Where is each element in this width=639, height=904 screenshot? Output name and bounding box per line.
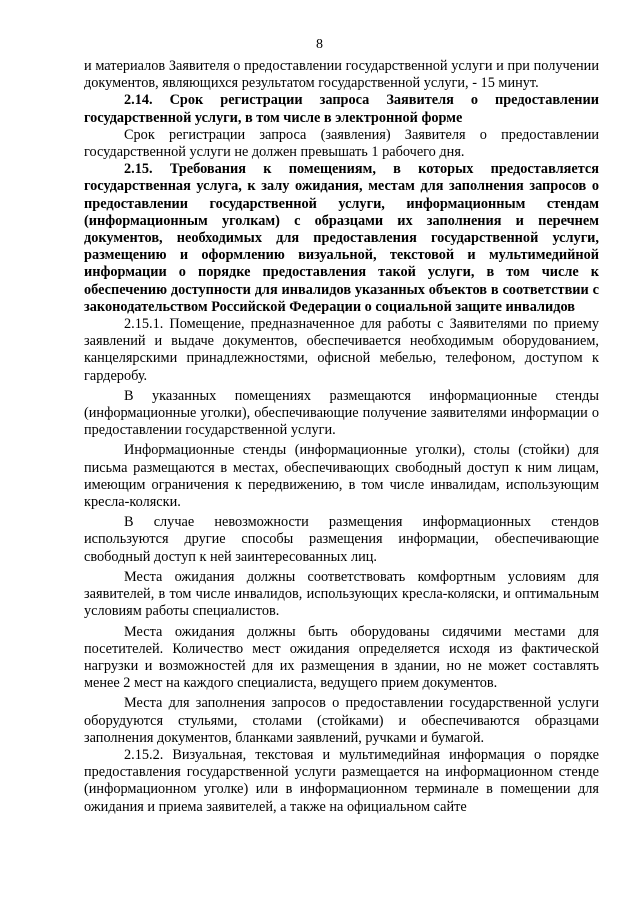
paragraph-registration-term: Срок регистрации запроса (заявления) Заявителя о предоставлении государственной услуги не должен превышать 1 рабочего дня.: [84, 126, 599, 161]
page-number: 8: [316, 37, 323, 52]
paragraph-alternative-placement: В случае невозможности размещения информационных стендов используются другие способы размещения информации, обеспечивающие свободный доступ к ней заинтересованных лиц.: [84, 514, 599, 565]
paragraph-2-15-2: 2.15.2. Визуальная, текстовая и мультимедийная информация о порядке предоставления государственной услуги размещается на информационном стенде (информационном уголке) или в информационном терминале в помещении для ожидания и приема заявителей, а также на официальном сайте: [84, 746, 599, 815]
paragraph-stands-placement: Информационные стенды (информационные уголки), столы (стойки) для письма размещаются в местах, обеспечивающих свободный доступ к ним лицам, имеющим ограничения к передвижению, в том числе инвалидам, использующим кресла-коляски.: [84, 442, 599, 511]
paragraph-2-15-1: 2.15.1. Помещение, предназначенное для работы с Заявителями по приему заявлений и выдаче документов, обеспечивается необходимым оборудованием, канцелярскими принадлежностями, офисной мебелью, телефоном, доступом к гардеробу.: [84, 316, 599, 384]
document-body: [84, 58, 599, 816]
paragraph-form-filling-places: Места для заполнения запросов о предоставлении государственной услуги оборудуются стульями, столами (стойками) и обеспечиваются образцами заполнения документов, бланками заявлений, ручками и бумагой.: [84, 695, 599, 746]
paragraph-continuation: и материалов Заявителя о предоставлении государственной услуги и при получении документов, являющихся результатом государственной услуги, - 15 минут.: [84, 58, 599, 92]
section-heading-2-15: 2.15. Требования к помещениям, в которых предоставляется государственная услуга, к залу ожидания, местам для заполнения запросов о предоставлении государственной услуги, информационным стендам (информационным уголкам) с образцами их заполнения и перечнем документов, необходимых для предоставления государственной услуги, размещению и оформлению визуальной, текстовой и мультимедийной информации о порядке предоставления такой услуги, в том числе к обеспечению доступности для инвалидов указанных объектов в соответствии с законодательством Российской Федерации о социальной защите инвалидов: [84, 161, 599, 315]
paragraph-waiting-seats: Места ожидания должны быть оборудованы сидячими местами для посетителей. Количество мест ожидания определяется исходя из фактической нагрузки и возможностей для их размещения в здании, но не может составлять менее 2 мест на каждого специалиста, ведущего прием документов.: [84, 623, 599, 692]
paragraph-info-stands: В указанных помещениях размещаются информационные стенды (информационные уголки), обеспечивающие получение заявителями информации о предоставлении государственной услуги.: [84, 387, 599, 439]
section-heading-2-14: 2.14. Срок регистрации запроса Заявителя о предоставлении государственной услуги, в том числе в электронной форме: [84, 92, 599, 126]
paragraph-waiting-conditions: Места ожидания должны соответствовать комфортным условиям для заявителей, в том числе инвалидов, использующих кресла-коляски, и оптимальным условиям работы специалистов.: [84, 568, 599, 620]
